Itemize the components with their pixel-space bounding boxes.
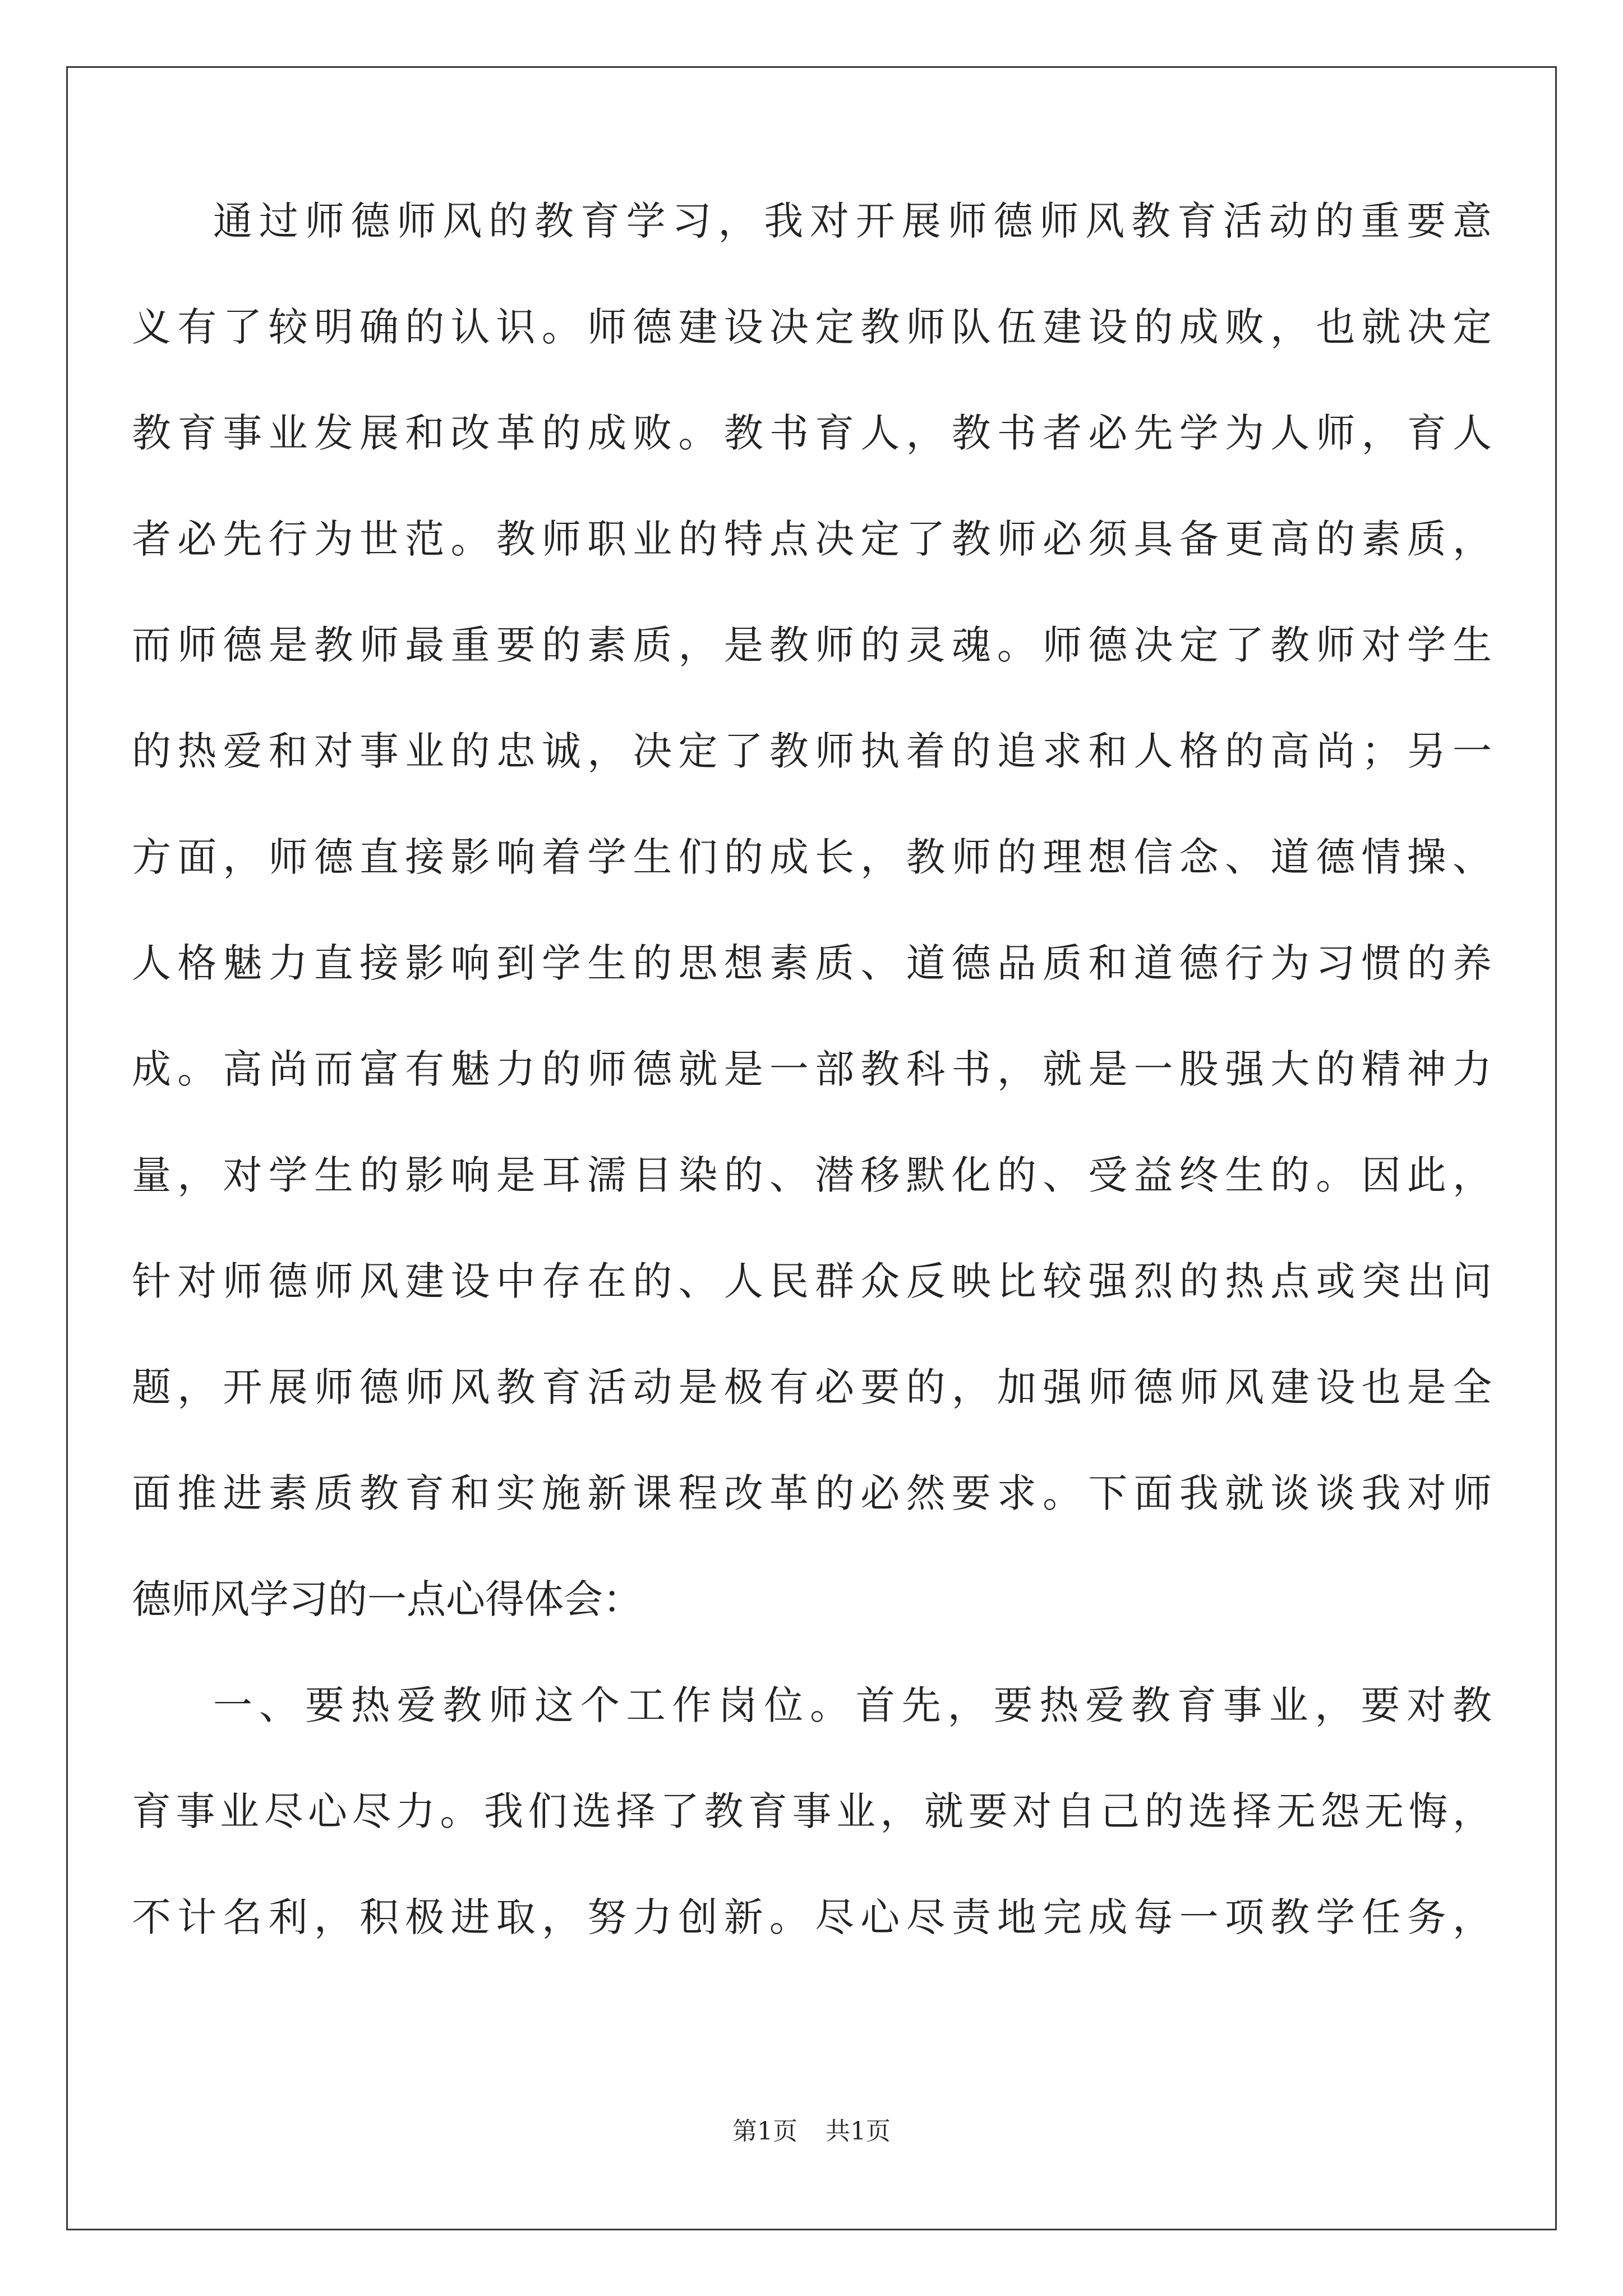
page-number-current: 第1页	[732, 2117, 797, 2146]
text-line: 不计名利，积极进取，努力创新。尽心尽责地完成每一项教学任务，	[132, 1894, 1492, 1940]
text-line: 面推进素质教育和实施新课程改革的必然要求。下面我就谈谈我对师	[132, 1470, 1492, 1516]
text-line: 教育事业发展和改革的成败。教书育人，教书者必先学为人师，育人	[132, 410, 1492, 456]
text-line: 义有了较明确的认识。师德建设决定教师队伍建设的成败，也就决定	[132, 304, 1492, 350]
paragraph-1	[132, 168, 1492, 1653]
text-line: 者必先行为世范。教师职业的特点决定了教师必须具备更高的素质，	[132, 516, 1492, 562]
text-line: 通过师德师风的教育学习，我对开展师德师风教育活动的重要意	[213, 198, 1492, 244]
text-line: 人格魅力直接影响到学生的思想素质、道德品质和道德行为习惯的养	[132, 940, 1492, 986]
text-line: 成。高尚而富有魅力的师德就是一部教科书，就是一股强大的精神力	[132, 1046, 1492, 1092]
text-line: 针对师德师风建设中存在的、人民群众反映比较强烈的热点或突出问	[132, 1258, 1492, 1304]
text-line: 的热爱和对事业的忠诚，决定了教师执着的追求和人格的高尚；另一	[132, 728, 1492, 774]
text-line: 育事业尽心尽力。我们选择了教育事业，就要对自己的选择无怨无悔，	[132, 1788, 1492, 1834]
page-number-total: 共1页	[826, 2117, 891, 2146]
document-body	[132, 168, 1492, 1971]
text-line: 方面，师德直接影响着学生们的成长，教师的理想信念、道德情操、	[132, 834, 1492, 880]
text-line: 一、要热爱教师这个工作岗位。首先，要热爱教育事业，要对教	[213, 1682, 1492, 1728]
paragraph-2	[132, 1653, 1492, 1971]
page-footer	[0, 2115, 1623, 2148]
text-line: 德师风学习的一点心得体会：	[132, 1576, 642, 1622]
text-line: 量，对学生的影响是耳濡目染的、潜移默化的、受益终生的。因此，	[132, 1152, 1492, 1198]
text-line: 题，开展师德师风教育活动是极有必要的，加强师德师风建设也是全	[132, 1364, 1492, 1410]
text-line: 而师德是教师最重要的素质，是教师的灵魂。师德决定了教师对学生	[132, 622, 1492, 668]
